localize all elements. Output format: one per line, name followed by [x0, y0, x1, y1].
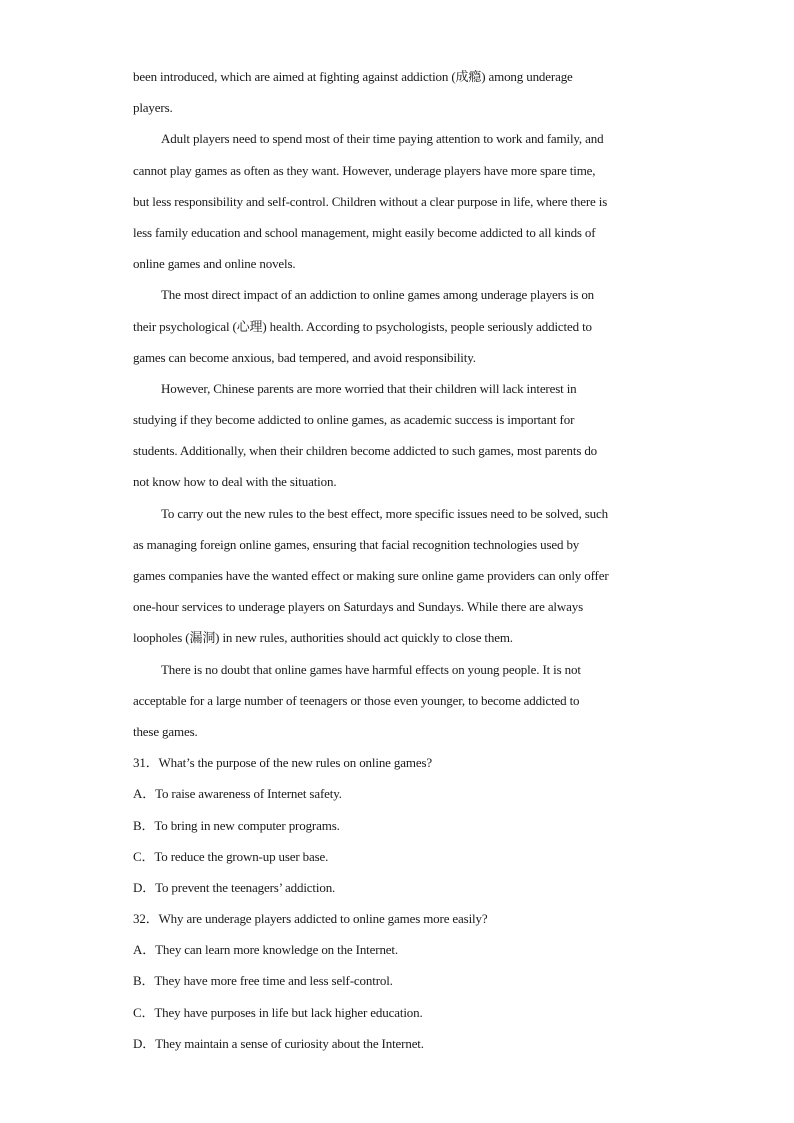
- passage-paragraph-start: The most direct impact of an addiction to online games among underage players is on: [161, 287, 595, 303]
- passage-paragraph-start: There is no doubt that online games have harmful effects on young people. It is not: [161, 661, 581, 677]
- passage-line: loopholes (漏洞) in new rules, authorities should act quickly to close them.: [133, 630, 513, 646]
- question-31-option-a[interactable]: A．To raise awareness of Internet safety.: [133, 786, 342, 802]
- question-32-option-d[interactable]: D．They maintain a sense of curiosity about the Internet.: [133, 1035, 424, 1051]
- question-31-option-d[interactable]: D．To prevent the teenagers’ addiction.: [133, 879, 336, 895]
- passage-line: been introduced, which are aimed at fighting against addiction (成瘾) among underage: [133, 69, 573, 84]
- question-31-stem: 31．What’s the purpose of the new rules on online games?: [133, 755, 432, 771]
- question-32-option-a[interactable]: A．They can learn more knowledge on the Internet.: [133, 942, 398, 958]
- passage-line: online games and online novels.: [133, 256, 296, 272]
- passage-line: these games.: [133, 723, 198, 739]
- passage-line: their psychological (心理) health. According to psychologists, people seriously addicted to: [133, 318, 592, 334]
- question-31-option-b[interactable]: B．To bring in new computer programs.: [133, 817, 340, 833]
- passage-line: games companies have the wanted effect or making sure online game providers can only offer: [133, 568, 609, 583]
- passage-paragraph-start: To carry out the new rules to the best effect, more specific issues need to be solved, such: [161, 505, 608, 521]
- passage-paragraph-start: Adult players need to spend most of their time paying attention to work and family, and: [161, 131, 604, 147]
- passage-line: studying if they become addicted to online games, as academic success is important for: [133, 412, 575, 428]
- passage-line: not know how to deal with the situation.: [133, 474, 337, 490]
- passage-line: but less responsibility and self-control. Children without a clear purpose in life, where there is: [133, 193, 608, 209]
- passage-line: games can become anxious, bad tempered, and avoid responsibility.: [133, 349, 476, 365]
- question-32-option-c[interactable]: C．They have purposes in life but lack higher education.: [133, 1004, 423, 1020]
- question-31-option-c[interactable]: C．To reduce the grown-up user base.: [133, 848, 329, 864]
- passage-line: less family education and school management, might easily become addicted to all kinds of: [133, 224, 596, 240]
- passage-line: acceptable for a large number of teenagers or those even younger, to become addicted to: [133, 692, 580, 708]
- passage-paragraph-start: However, Chinese parents are more worried that their children will lack interest in: [161, 380, 577, 396]
- passage-line: players.: [133, 100, 173, 116]
- passage-line: as managing foreign online games, ensuring that facial recognition technologies used by: [133, 536, 580, 552]
- passage-line: one-hour services to underage players on Saturdays and Sundays. While there are always: [133, 599, 584, 615]
- question-32-option-b[interactable]: B．They have more free time and less self-control.: [133, 973, 393, 989]
- question-32-stem: 32．Why are underage players addicted to online games more easily?: [133, 911, 488, 927]
- passage-line: students. Additionally, when their children become addicted to such games, most parents do: [133, 443, 598, 459]
- document-content: [133, 64, 663, 1062]
- passage-line: cannot play games as often as they want. However, underage players have more spare time,: [133, 162, 596, 178]
